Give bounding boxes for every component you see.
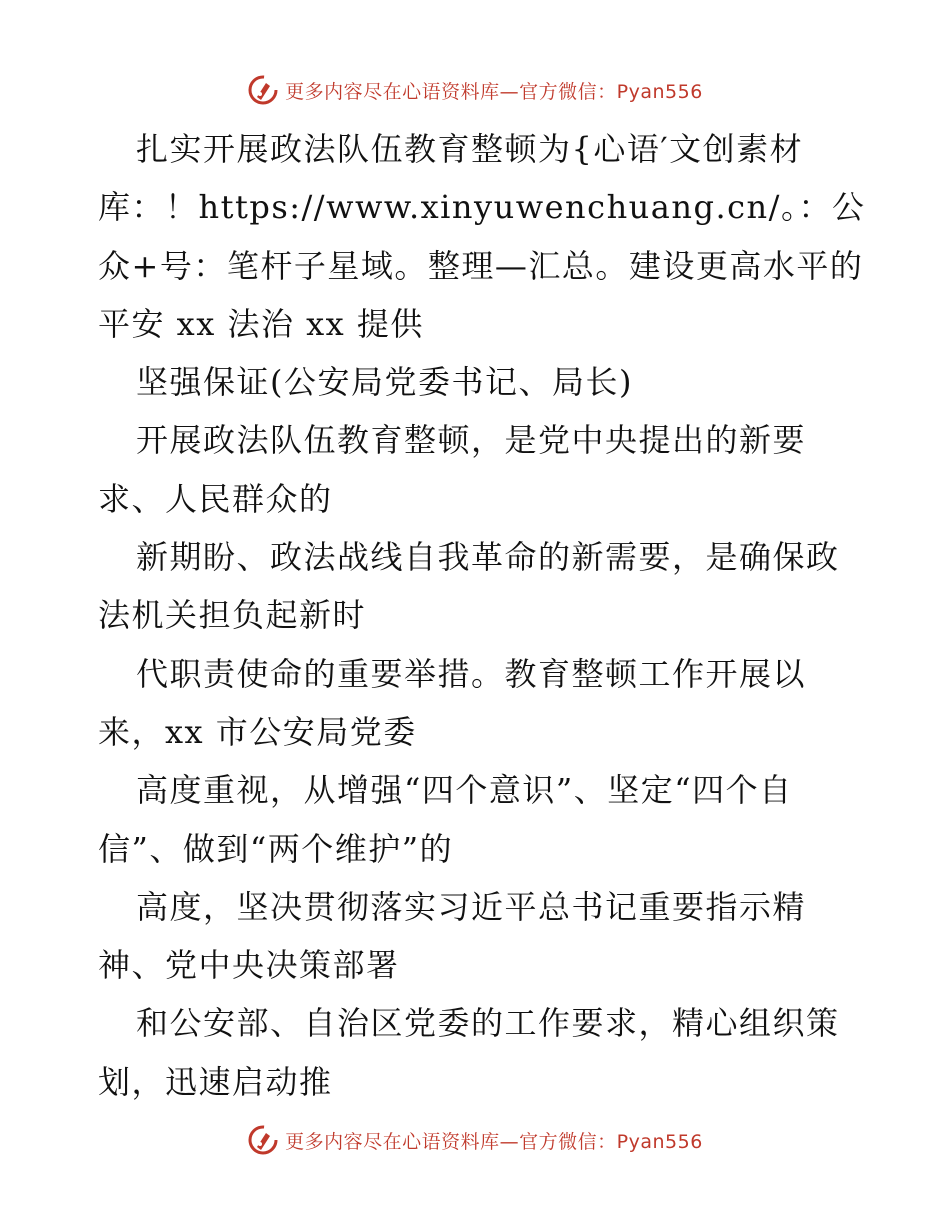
- header-banner-text: 更多内容尽在心语资料库—官方微信：Pyan556: [285, 80, 703, 103]
- paragraph: 高度重视，从增强“四个意识”、坚定“四个自信”、做到“两个维护”的: [98, 771, 793, 868]
- pen-nib-logo-icon: [247, 74, 279, 106]
- pen-nib-logo-icon: [247, 1124, 279, 1156]
- document-body: [98, 120, 868, 1111]
- paragraph-subtitle: 坚强保证(公安局党委书记、局长): [136, 363, 633, 402]
- paragraph: 代职责使命的重要举措。教育整顿工作开展以来，xx 市公安局党委: [98, 654, 807, 751]
- paragraph: 和公安部、自治区党委的工作要求，精心组织策划，迅速启动推: [98, 1004, 840, 1101]
- header-banner: [0, 70, 950, 110]
- paragraph: 高度，坚决贯彻落实习近平总书记重要指示精神、党中央决策部署: [98, 887, 807, 985]
- paragraph: 新期盼、政法战线自我革命的新需要，是确保政法机关担负起新时: [98, 538, 840, 635]
- paragraph: 开展政法队伍教育整顿，是党中央提出的新要求、人民群众的: [98, 421, 807, 518]
- paragraph-title: 扎实开展政法队伍教育整顿为{心语′文创素材库：！https://www.xinyuwenchuang.cn/。：公众+号：笔杆子星域。整理—汇总。建设更高水平的平安 xx 法治 xx 提供: [98, 130, 866, 343]
- footer-banner-text: 更多内容尽在心语资料库—官方微信：Pyan556: [285, 1130, 703, 1153]
- footer-banner: [0, 1120, 950, 1160]
